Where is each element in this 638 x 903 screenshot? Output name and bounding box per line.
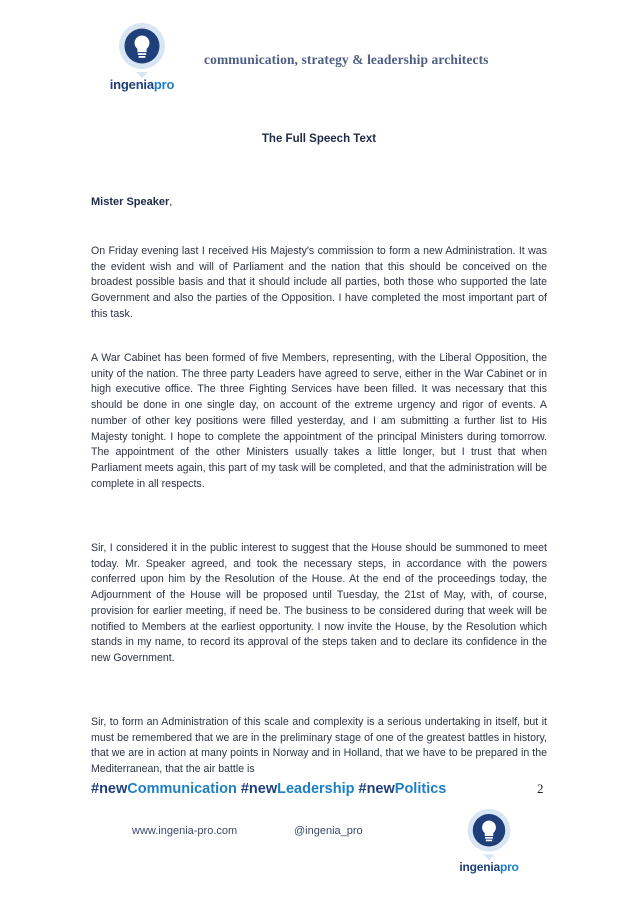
header-tagline: communication, strategy & leadership architects <box>204 52 489 67</box>
hashtag-word: Leadership <box>277 781 355 797</box>
salutation <box>91 196 172 208</box>
speech-paragraph-4: Sir, to form an Administration of this scale and complexity is a serious undertaking in itself, but it must be remembered that we are in the preliminary stage of one of the greatest battles in history, that we are in action at many points in Norway and in Holland, that we have to be prepared in the Mediterranean, that the air battle is <box>91 716 547 776</box>
speech-paragraph-3: Sir, I considered it in the public interest to suggest that the House should be summoned to meet today. Mr. Speaker agreed, and took the necessary steps, in accordance with the powers conferred upon him by the Resolution of the House. At the end of the proceedings today, the Adjournment of the House will be proposed until Tuesday, the 21st of May, with, of course, provision for earlier meeting, if need be. The business to be considered during that week will be notified to Members at the earliest opportunity. I now invite the House, by the Resolution which stands in my name, to record its approval of the steps taken and to declare its confidence in the new Government. <box>91 542 547 664</box>
hashtag-word: Politics <box>394 781 447 797</box>
footer-hashtags <box>91 781 446 797</box>
logo-wordmark <box>100 78 184 92</box>
page-number: 2 <box>537 781 544 796</box>
speech-paragraph-2: A War Cabinet has been formed of five Members, representing, with the Liberal Opposition, the unity of the nation. The three party Leaders have agreed to serve, either in the War Cabinet or in high executive office. The three Fighting Services have been filled. It was necessary that this should be done in one single day, on account of the extreme urgency and rigor of events. A number of other key positions were filled yesterday, and I am submitting a further list to His Majesty tonight. I hope to complete the appointment of the principal Ministers during tomorrow. The appointment of the other Ministers usually takes a little longer, but I trust that when Parliament meets again, this part of my task will be completed, and that the administration will be complete in all respects. <box>91 352 547 490</box>
lightbulb-icon <box>100 22 184 78</box>
logo-text-pro: pro <box>153 77 175 92</box>
footer-social-handle[interactable]: @ingenia_pro <box>294 825 363 837</box>
logo-bottom <box>450 808 528 874</box>
document-title: The Full Speech Text <box>261 133 377 145</box>
lightbulb-icon <box>450 808 528 860</box>
hashtag-prefix: #new <box>91 781 128 797</box>
hashtag-prefix: #new <box>240 781 278 797</box>
footer-website-link[interactable]: www.ingenia-pro.com <box>132 825 238 837</box>
speech-paragraph-1: On Friday evening last I received His Majesty's commission to form a new Administration. It was the evident wish and will of Parliament and the nation that this should be conceived on the broadest possible basis and that it should include all parties, both those who supported the late Government and also the parties of the Opposition. I have completed the most important part of this task. <box>91 245 547 320</box>
logo-text-pro: pro <box>499 860 519 874</box>
hashtag-prefix: #new <box>358 781 395 797</box>
logo-text-ingenia: ingenia <box>459 860 500 874</box>
logo-wordmark <box>450 860 528 874</box>
salutation-punct: , <box>169 196 173 208</box>
salutation-text: Mister Speaker <box>91 196 170 208</box>
logo-top <box>100 22 184 92</box>
hashtag-word: Communication <box>127 781 237 797</box>
logo-text-ingenia: ingenia <box>109 77 154 92</box>
